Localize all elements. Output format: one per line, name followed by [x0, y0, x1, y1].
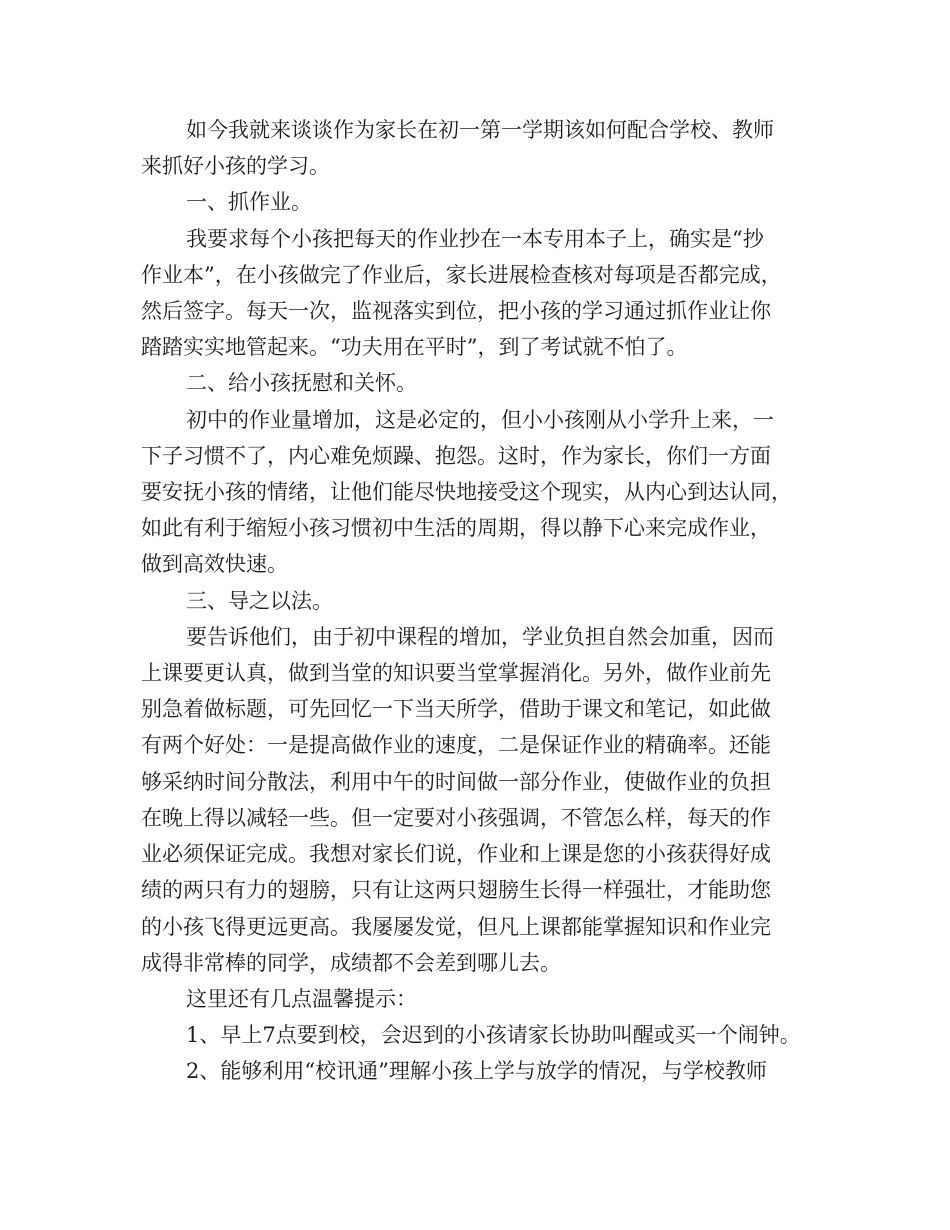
text-line: 我要求每个小孩把每天的作业抄在一本专用本子上，确实是“抄: [186, 227, 764, 251]
text-line: 这里还有几点温馨提示：: [186, 987, 417, 1011]
text-line: 业必须保证完成。我想对家长们说，作业和上课是您的小孩获得好成: [141, 842, 771, 866]
text-line: 初中的作业量增加，这是必定的，但小小孩刚从小学升上来，一: [186, 408, 774, 432]
text-line: 上课要更认真，做到当堂的知识要当堂掌握消化。另外，做作业前先: [141, 661, 771, 685]
text-line: 成得非常棒的同学，成绩都不会差到哪儿去。: [141, 951, 561, 975]
text-line: 要告诉他们，由于初中课程的增加，学业负担自然会加重，因而: [186, 625, 774, 649]
text-line: 如此有利于缩短小孩习惯初中生活的周期，得以静下心来完成作业，: [141, 516, 771, 540]
text-line: 有两个好处：一是提高做作业的速度，二是保证作业的精确率。还能: [141, 733, 771, 757]
text-line: 要安抚小孩的情绪，让他们能尽快地接受这个现实，从内心到达认同，: [141, 480, 792, 504]
text-line: 够采纳时间分散法，利用中午的时间做一部分作业，使做作业的负担: [141, 770, 771, 794]
text-line: 1、早上7点要到校，会迟到的小孩请家长协助叫醒或买一个闹钟。: [186, 1023, 801, 1047]
text-line: 来抓好小孩的学习。: [141, 154, 330, 178]
text-line: 下子习惯不了，内心难免烦躁、抱怨。这时，作为家长，你们一方面: [141, 444, 771, 468]
text-line: 然后签字。每天一次，监视落实到位，把小孩的学习通过抓作业让你: [141, 299, 771, 323]
text-line: 的小孩飞得更远更高。我屡屡发觉，但凡上课都能掌握知识和作业完: [141, 915, 771, 939]
text-line: 二、给小孩抚慰和关怀。: [186, 371, 417, 395]
text-line: 作业本”，在小孩做完了作业后，家长进展检查核对每项是否都完成，: [141, 263, 782, 287]
text-line: 一、抓作业。: [186, 190, 312, 214]
text-line: 如今我就来谈谈作为家长在初一第一学期该如何配合学校、教师: [186, 118, 774, 142]
text-line: 别急着做标题，可先回忆一下当天所学，借助于课文和笔记，如此做: [141, 697, 771, 721]
text-line: 2、能够利用“校讯通”理解小孩上学与放学的情况，与学校教师: [186, 1059, 767, 1083]
text-line: 三、导之以法。: [186, 589, 333, 613]
text-line: 在晚上得以减轻一些。但一定要对小孩强调，不管怎么样，每天的作: [141, 806, 771, 830]
text-line: 做到高效快速。: [141, 552, 288, 576]
text-line: 踏踏实实地管起来。“功夫用在平时”，到了考试就不怕了。: [141, 335, 688, 359]
text-line: 绩的两只有力的翅膀，只有让这两只翅膀生长得一样强壮，才能助您: [141, 878, 771, 902]
